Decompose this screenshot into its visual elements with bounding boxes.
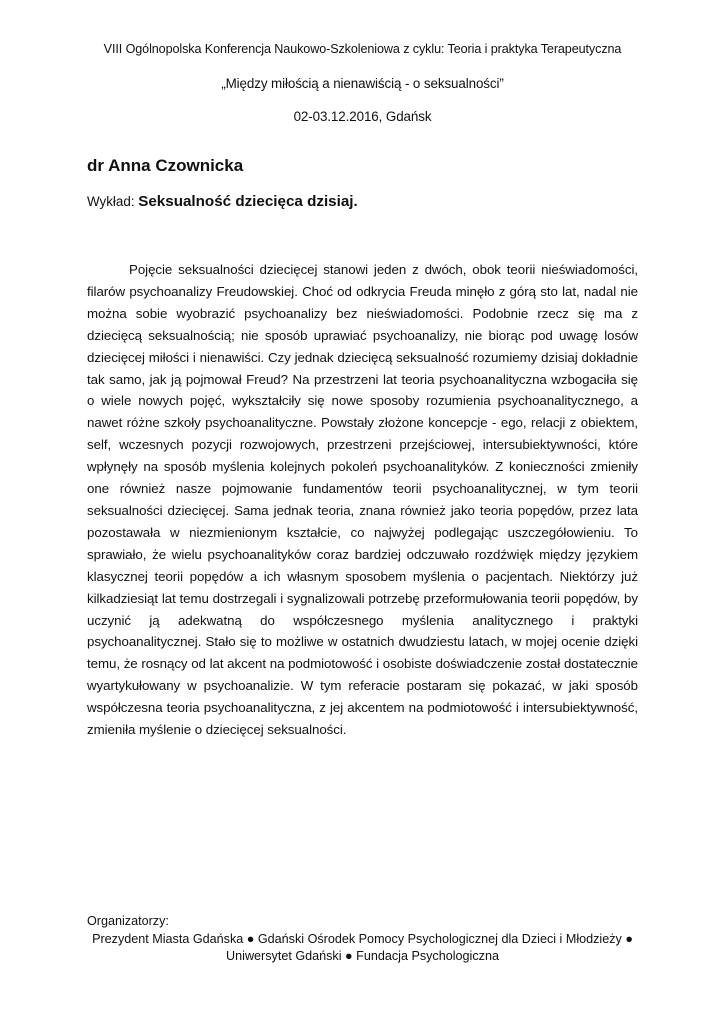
conference-date-place: 02-03.12.2016, Gdańsk — [293, 109, 432, 124]
lecture-heading — [87, 193, 358, 210]
organizers-label: Organizatorzy: — [87, 914, 169, 928]
lecture-label: Wykład: — [87, 194, 139, 209]
conference-name: VIII Ogólnopolska Konferencja Naukowo-Szkoleniowa z cyklu: Teoria i praktyka Terapeutyczna — [103, 42, 622, 56]
conference-theme: „Między miłością a nienawiścią - o seksualności” — [221, 76, 504, 91]
organizers-line-2: Uniwersytet Gdański ● Fundacja Psychologiczna — [226, 949, 499, 963]
lecture-title: Seksualność dziecięca dzisiaj. — [138, 193, 358, 210]
abstract-paragraph: Pojęcie seksualności dziecięcej stanowi jeden z dwóch, obok teorii nieświadomości, filarów psychoanalizy Freudowskiej. Choć od odkrycia Freuda minęło z górą sto lat, nadal nie można sobie wyobrazić psychoanalizy bez nieświadomości. Podobnie rzecz się ma z dziecięcą seksualnością; nie sposób uprawiać psychoanalizy, nie biorąc pod uwagę losów dziecięcej miłości i nienawiści. Czy jednak dziecięcą seksualność rozumiemy dzisiaj dokładnie tak samo, jak ją pojmował Freud? Na przestrzeni lat teoria psychoanalityczna wzbogaciła się o wiele nowych pojęć, wykształciły się nowe sposoby rozumienia psychoanalitycznego, a nawet różne szkoły psychoanalityczne. Powstały złożone koncepcje - ego, relacji z obiektem, self, wczesnych pozycji rozwojowych, przestrzeni przejściowej, intersubiektywności, które wpłynęły na sposób myślenia kolejnych pokoleń psychoanalityków. Z konieczności zmieniły one również nasze pojmowanie fundamentów teorii psychoanalitycznej, w tym teorii seksualności dziecięcej. Sama jednak teoria, znana również jako teoria popędów, przez lata pozostawała w niezmienionym kształcie, co najwyżej podlegając uszczegółowieniu. To sprawiało, że wielu psychoanalityków coraz bardziej odczuwało rozdźwięk między językiem klasycznej teorii popędów a ich własnym sposobem myślenia o pacjentach. Niektórzy już kilkadziesiąt lat temu dostrzegali i sygnalizowali potrzebę przeformułowania teorii popędów, by uczynić ją adekwatną do współczesnego myślenia analitycznego i praktyki psychoanalitycznej. Stało się to możliwe w ostatnich dwudziestu latach, w mojej ocenie dzięki temu, że rosnący od lat akcent na podmiotowość i osobiste doświadczenie został dostatecznie wyartykułowany w psychoanalizie. W tym referacie postaram się pokazać, w jaki sposób współczesna teoria psychoanalityczna, z jej akcentem na podmiotowość i intersubiektywność, zmieniła myślenie o dziecięcej seksualności. — [87, 262, 638, 738]
organizers-line-1: Prezydent Miasta Gdańska ● Gdański Ośrodek Pomocy Psychologicznej dla Dzieci i Młodzieży ● — [92, 932, 633, 946]
speaker-name: dr Anna Czownicka — [87, 156, 244, 175]
